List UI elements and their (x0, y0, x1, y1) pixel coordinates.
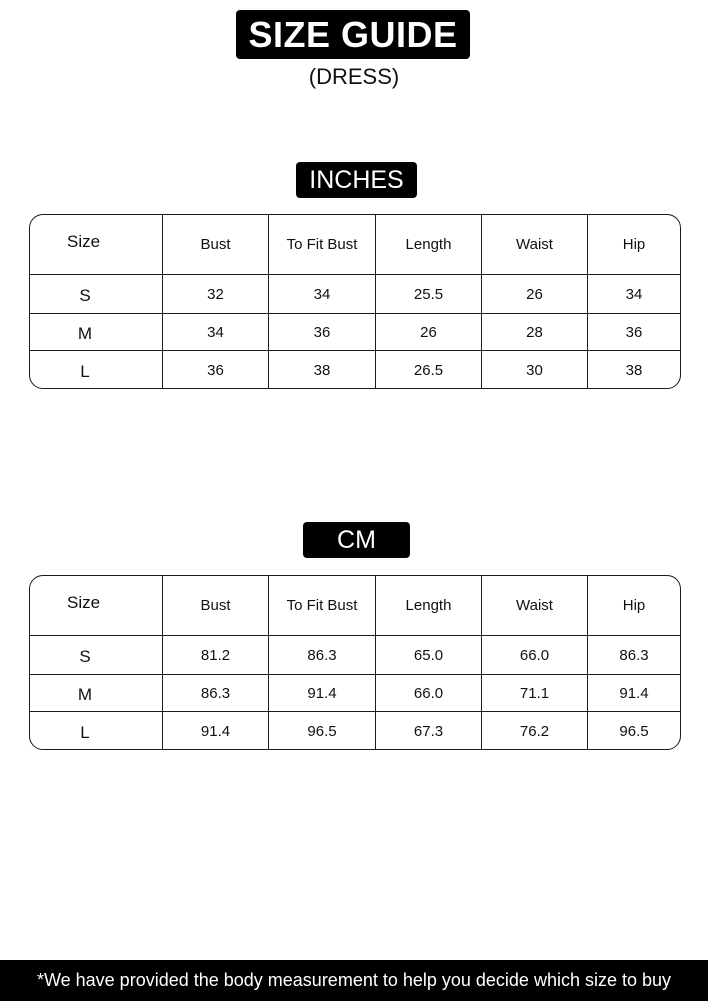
table-cell: 66.0 (481, 636, 587, 674)
table-cell: 26 (481, 275, 587, 313)
size-cell: M (77, 323, 93, 343)
table-cell: 36 (268, 314, 375, 350)
table-header-row (30, 215, 680, 274)
table-cell: 65.0 (375, 636, 481, 674)
table-cell: 86.3 (268, 636, 375, 674)
table-row (30, 350, 680, 389)
size-cell: M (77, 684, 93, 704)
table-cell: 34 (268, 275, 375, 313)
page-title: SIZE GUIDE (236, 10, 470, 59)
table-row (30, 313, 680, 350)
table-cell: 36 (587, 314, 680, 350)
column-header-waist: Waist (481, 215, 587, 274)
footer-note: *We have provided the body measurement to help you decide which size to buy (0, 960, 708, 1001)
size-cell: S (79, 646, 91, 666)
column-header-size: Size (67, 231, 101, 251)
table-cell: 67.3 (375, 712, 481, 750)
table-row (30, 711, 680, 750)
table-cell: 66.0 (375, 675, 481, 711)
table-row (30, 635, 680, 674)
table-header-row (30, 576, 680, 635)
table-cell: 86.3 (162, 675, 268, 711)
table-cell: 91.4 (587, 675, 680, 711)
table-cell: 91.4 (268, 675, 375, 711)
page-subtitle: (DRESS) (308, 64, 400, 89)
size-cell: L (80, 723, 90, 742)
cm-size-table (29, 575, 681, 750)
column-header-waist: Waist (481, 576, 587, 635)
table-cell: 36 (162, 351, 268, 389)
table-cell: 96.5 (587, 712, 680, 750)
table-cell: 38 (268, 351, 375, 389)
table-cell: 76.2 (481, 712, 587, 750)
table-cell: 34 (587, 275, 680, 313)
table-cell: 91.4 (162, 712, 268, 750)
column-header-size: Size (67, 592, 101, 612)
table-cell: 26.5 (375, 351, 481, 389)
column-header-bust: Bust (162, 576, 268, 635)
table-row (30, 674, 680, 711)
column-header-to-fit-bust: To Fit Bust (268, 215, 375, 274)
size-cell: S (79, 285, 91, 305)
size-cell: L (80, 362, 90, 381)
table-cell: 81.2 (162, 636, 268, 674)
column-header-length: Length (375, 215, 481, 274)
cm-section-label: CM (303, 522, 410, 558)
inches-size-table (29, 214, 681, 389)
column-header-hip: Hip (587, 215, 680, 274)
table-cell: 34 (162, 314, 268, 350)
table-cell: 28 (481, 314, 587, 350)
column-header-hip: Hip (587, 576, 680, 635)
table-cell: 30 (481, 351, 587, 389)
table-cell: 71.1 (481, 675, 587, 711)
column-header-length: Length (375, 576, 481, 635)
table-cell: 26 (375, 314, 481, 350)
table-cell: 96.5 (268, 712, 375, 750)
table-cell: 32 (162, 275, 268, 313)
table-cell: 86.3 (587, 636, 680, 674)
column-header-bust: Bust (162, 215, 268, 274)
column-header-to-fit-bust: To Fit Bust (268, 576, 375, 635)
table-row (30, 274, 680, 313)
table-cell: 25.5 (375, 275, 481, 313)
table-cell: 38 (587, 351, 680, 389)
inches-section-label: INCHES (296, 162, 417, 198)
